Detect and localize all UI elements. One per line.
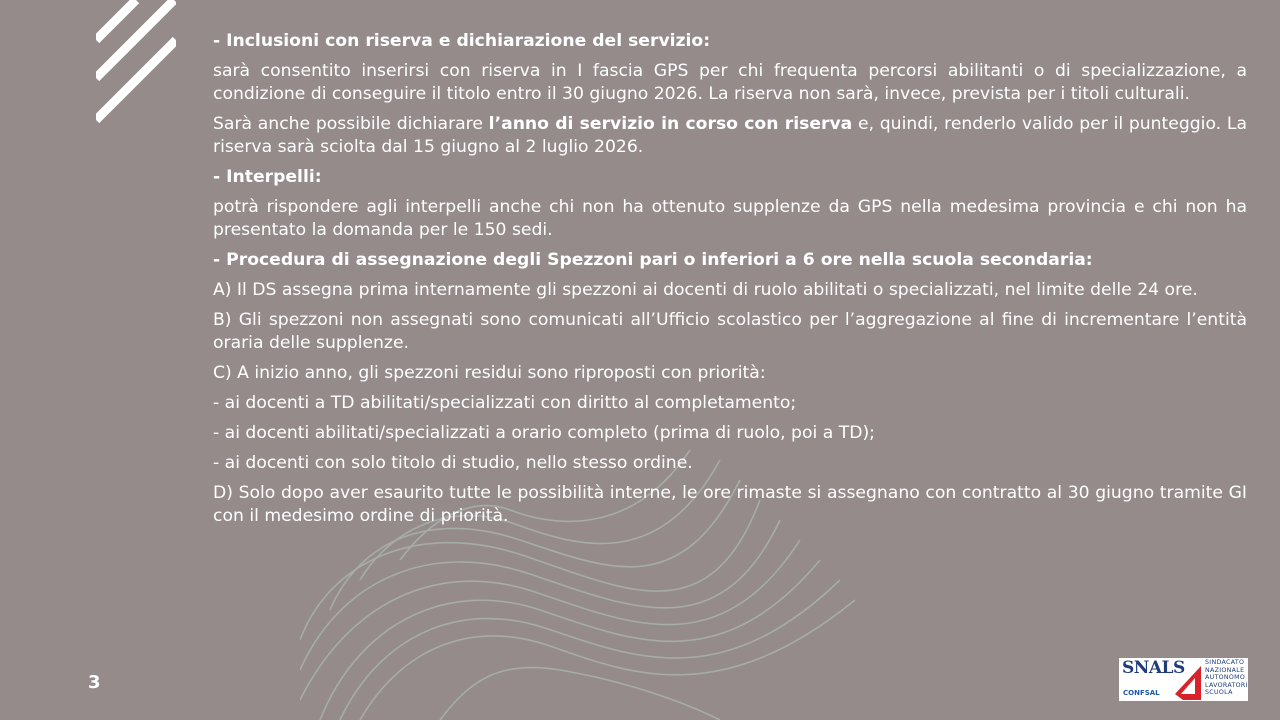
logo-snals-text: SNALS — [1122, 658, 1185, 678]
slide-body-text — [213, 30, 1247, 535]
body-paragraph: - ai docenti abilitati/specializzati a orario completo (prima di ruolo, poi a TD); — [213, 423, 875, 443]
paragraph-text: e, quindi, renderlo valido per il punteggio. La riserva sarà sciolta dal 15 giugno al 2 luglio 2026. — [213, 114, 1247, 157]
body-paragraph: potrà rispondere agli interpelli anche chi non ha ottenuto supplenze da GPS nella medesima provincia e chi non ha presentato la domanda per le 150 sedi. — [213, 197, 1247, 240]
logo-line: AUTONOMO — [1205, 674, 1246, 682]
body-paragraph: C) A inizio anno, gli spezzoni residui sono riproposti con priorità: — [213, 363, 766, 383]
snals-confsal-logo — [1119, 658, 1248, 701]
body-paragraph: A) Il DS assegna prima internamente gli spezzoni ai docenti di ruolo abilitati o specializzati, nel limite delle 24 ore. — [213, 280, 1198, 300]
body-paragraph: sarà consentito inserirsi con riserva in I fascia GPS per chi frequenta percorsi abilitanti o di specializzazione, a condizione di conseguire il titolo entro il 30 giugno 2026. La riserva non sarà, invece, prevista per i titoli culturali. — [213, 61, 1247, 104]
logo-line: SINDACATO — [1205, 659, 1245, 666]
diagonal-stripes-decoration — [96, 0, 176, 124]
section-heading: - Interpelli: — [213, 167, 322, 187]
logo-arrow-icon — [1171, 664, 1205, 700]
body-paragraph: B) Gli spezzoni non assegnati sono comunicati all’Ufficio scolastico per l’aggregazione al fine di incrementare l’entità oraria delle supplenze. — [213, 310, 1247, 353]
logo-line: NAZIONALE — [1205, 666, 1245, 674]
logo-line: LAVORATORI — [1205, 681, 1248, 689]
paragraph-bold-text: l’anno di servizio in corso con riserva — [488, 114, 853, 134]
body-paragraph: D) Solo dopo aver esaurito tutte le possibilità interne, le ore rimaste si assegnano con contratto al 30 giugno tramite GI con il medesimo ordine di priorità. — [213, 483, 1247, 526]
body-paragraph: - ai docenti a TD abilitati/specializzati con diritto al completamento; — [213, 393, 797, 413]
logo-confsal-text: CONFSAL — [1123, 689, 1160, 697]
logo-acronym-lines — [1205, 659, 1248, 697]
page-number: 3 — [88, 672, 101, 693]
section-heading: - Procedura di assegnazione degli Spezzoni pari o inferiori a 6 ore nella scuola secondaria: — [213, 250, 1093, 270]
logo-line: SCUOLA — [1205, 689, 1233, 697]
paragraph-text: Sarà anche possibile dichiarare — [213, 114, 489, 134]
section-heading: - Inclusioni con riserva e dichiarazione del servizio: — [213, 31, 711, 51]
body-paragraph: - ai docenti con solo titolo di studio, nello stesso ordine. — [213, 453, 693, 473]
body-paragraph — [213, 113, 1247, 159]
